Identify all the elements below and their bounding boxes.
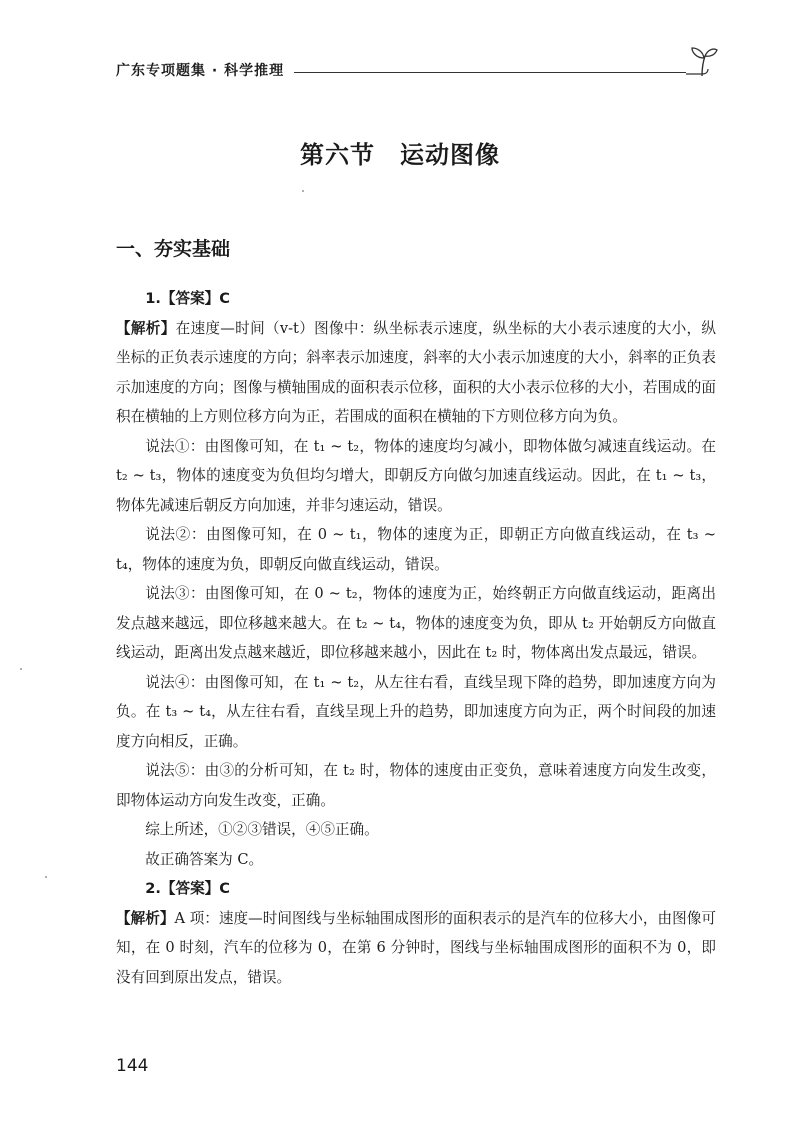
q1-statement-1: 说法①：由图像可知，在 t₁ ~ t₂，物体的速度均匀减小，即物体做匀减速直线运动。在 t₂ ~ t₃，物体的速度变为负但均匀增大，即朝反方向做匀加速直线运动。因此，在 t₁ ~ t₃，物体先减速后朝反方向加速，并非匀速运动，错误。: [116, 437, 716, 514]
q1-answer: [116, 284, 716, 314]
q1-statement-3: 说法③：由图像可知，在 0 ~ t₂，物体的速度为正，始终朝正方向做直线运动，距离出发点越来越远，即位移越来越大。在 t₂ ~ t₄，物体的速度变为负，即从 t₂ 开始朝反方向做直线运动，距离出发点越来越近，即位移越来越小，因此在 t₂ 时，物体离出发点最远，错误。: [116, 585, 716, 661]
q1-statement-4: 说法④：由图像可知，在 t₁ ~ t₂，从左往右看，直线呈现下降的趋势，即加速度方向为负。在 t₃ ~ t₄，从左往右看，直线呈现上升的趋势，即加速度方向为正，两个时间段的加速度方向相反，正确。: [116, 673, 716, 750]
q1-analysis-label: 【解析】: [116, 319, 176, 337]
section-heading: 一、夯实基础: [116, 238, 231, 260]
page-number: 144: [116, 1056, 149, 1076]
q1-label: 1.【答案】C: [145, 290, 230, 307]
sprout-icon: [684, 44, 720, 78]
q2-analysis-text: A 项：速度—时间图线与坐标轴围成图形的面积表示的是汽车的位移大小，由图像可知，在 0 时刻，汽车的位移为 0，在第 6 分钟时，图线与坐标轴围成图形的面积不为 0，即没有回到原出发点，错误。: [116, 909, 716, 986]
chapter-title: 第六节 运动图像: [300, 141, 500, 169]
body-text: [116, 284, 716, 992]
q1-analysis: [116, 314, 716, 432]
q2-analysis-label: 【解析】: [116, 909, 175, 927]
q1-statement-2: 说法②：由图像可知，在 0 ~ t₁，物体的速度为正，即朝正方向做直线运动，在 t₃ ~ t₄，物体的速度为负，即朝反向做直线运动，错误。: [116, 526, 716, 573]
q1-summary: 综上所述，①②③错误，④⑤正确。: [145, 821, 379, 838]
scan-speck: [45, 876, 47, 878]
q2-label: 2.【答案】C: [145, 880, 230, 897]
scan-speck: [20, 668, 22, 670]
scan-speck: [302, 190, 304, 192]
q2-answer: [116, 874, 716, 904]
q2-analysis: [116, 904, 716, 993]
q1-statement-5: 说法⑤：由③的分析可知，在 t₂ 时，物体的速度由正变负，意味着速度方向发生改变，即物体运动方向发生改变，正确。: [116, 762, 716, 809]
running-header: [116, 60, 716, 82]
header-rule: [294, 72, 686, 73]
q1-analysis-text: 在速度—时间（v-t）图像中：纵坐标表示速度，纵坐标的大小表示速度的大小，纵坐标的正负表示速度的方向；斜率表示加速度，斜率的大小表示加速度的大小，斜率的正负表示加速度的方向；图像与横轴围成的面积表示位移，面积的大小表示位移的大小，若围成的面积在横轴的上方则位移方向为正，若围成的面积在横轴的下方则位移方向为负。: [116, 319, 716, 425]
header-title: 广东专项题集 · 科学推理: [116, 63, 285, 79]
q1-conclusion: 故正确答案为 C。: [145, 850, 264, 868]
